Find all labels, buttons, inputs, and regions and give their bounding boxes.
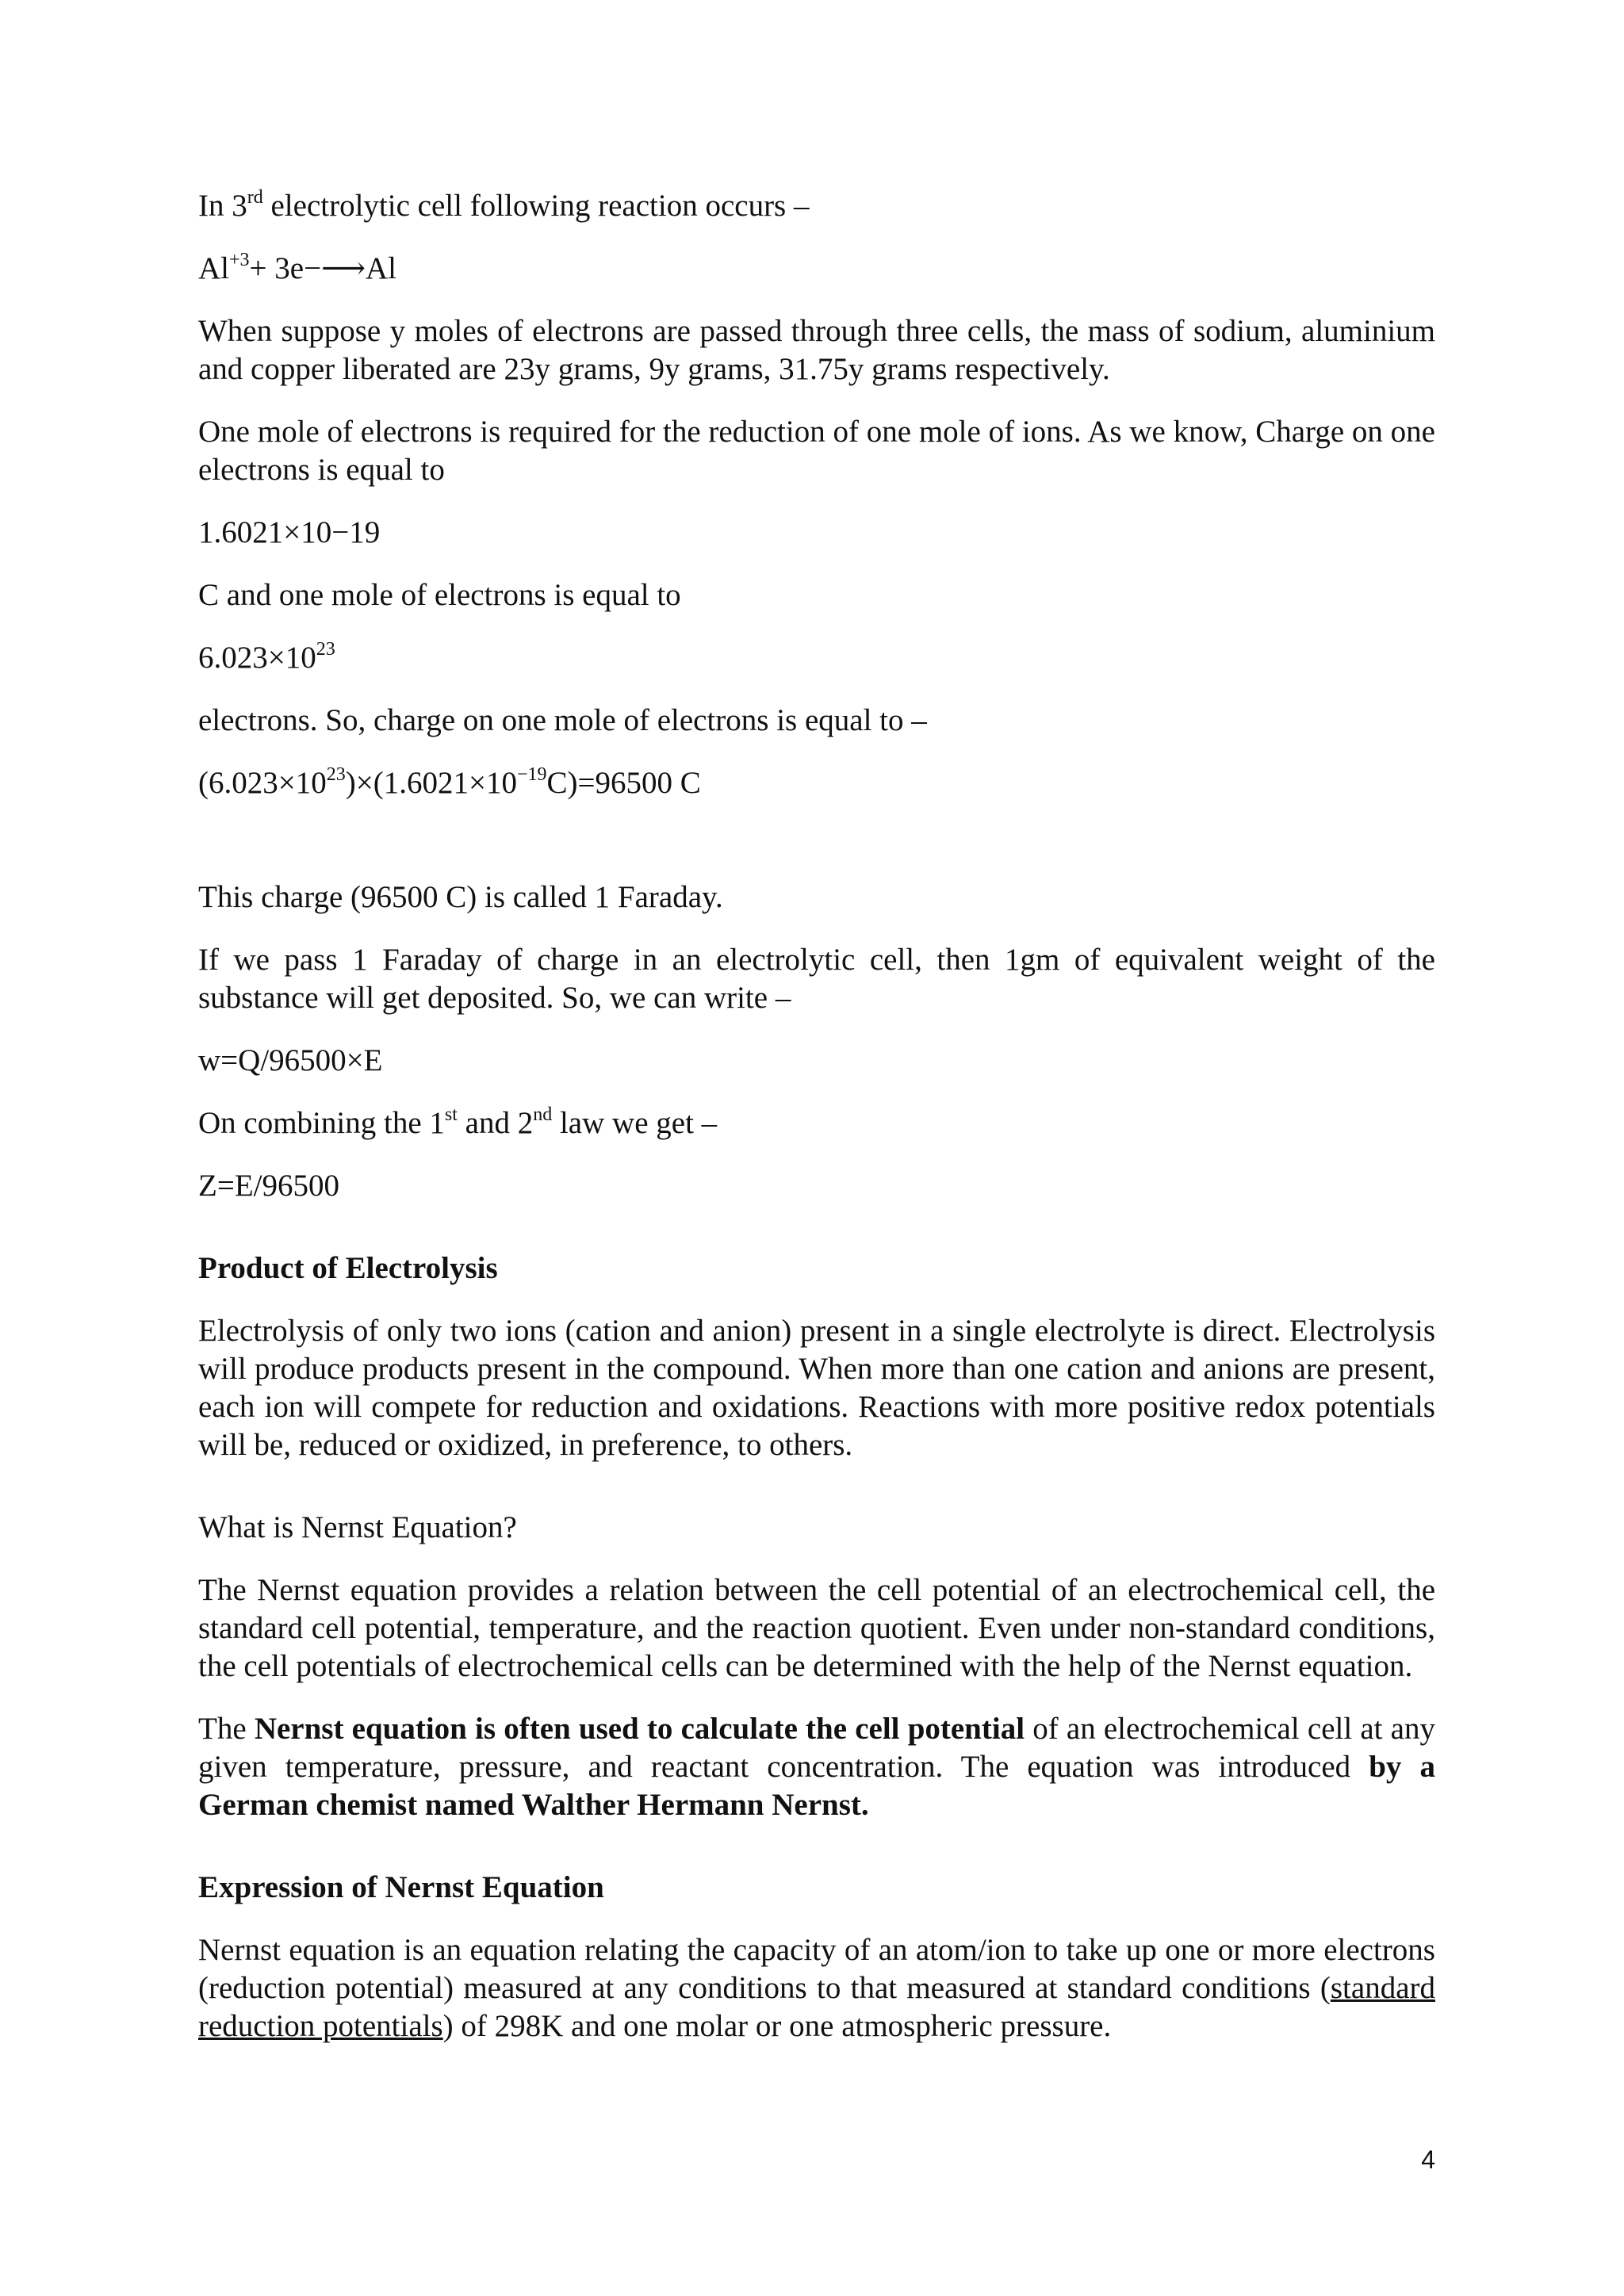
one-mole-line: C and one mole of electrons is equal to: [198, 578, 681, 612]
mole-electrons-paragraph: One mole of electrons is required for the reduction of one mole of ions. As we know, Charge on one electrons is equal to: [198, 415, 1435, 487]
w-formula: w=Q/96500×E: [198, 1043, 383, 1077]
combining-laws-line: On combining the 1st and 2nd law we get –: [198, 1104, 718, 1140]
moles-paragraph: When suppose y moles of electrons are passed through three cells, the mass of sodium, aluminium and copper liberated are 23y grams, 9y grams, 31.75y grams respectively.: [198, 314, 1435, 386]
z-formula: Z=E/96500: [198, 1169, 339, 1203]
faraday-definition: This charge (96500 C) is called 1 Faraday.: [198, 880, 723, 914]
expression-paragraph: Nernst equation is an equation relating the capacity of an atom/ion to take up one or more electrons (reduction potential) measured at any conditions to that measured at standard conditions (standard reduction potentials) of 298K and one molar or one atmospheric pressure.: [198, 1933, 1435, 2043]
page-number: 4: [1421, 2145, 1435, 2174]
nernst-paragraph: The Nernst equation provides a relation between the cell potential of an electrochemical cell, the standard cell potential, temperature, and the reaction quotient. Even under non-standard conditions, the cell potentials of electrochemical cells can be determined with the help of the Nernst equation.: [198, 1573, 1435, 1683]
page-body: [198, 187, 1435, 2070]
cell3-intro: In 3rd electrolytic cell following reaction occurs –: [198, 187, 810, 223]
nernst-usage-paragraph: The Nernst equation is often used to calculate the cell potential of an electrochemical cell at any given temperature, pressure, and reactant concentration. The equation was introduced by a German chemist named Walther Hermann Nernst.: [198, 1712, 1435, 1822]
faraday-calculation: $(6.023\times 10^{23})\times(1.6021\times 10^{-19}C)=96500$ C: [198, 764, 701, 800]
nernst-question: What is Nernst Equation?: [198, 1510, 517, 1544]
avogadro-number: $6.023\times 10^{23}$: [198, 639, 335, 675]
standard-reduction-potentials-link[interactable]: standard reduction potentials: [198, 1971, 1435, 2043]
pass-faraday-paragraph: If we pass 1 Faraday of charge in an electrolytic cell, then 1gm of equivalent weight of the substance will get deposited. So, we can write –: [198, 943, 1435, 1015]
electrons-so-line: electrons. So, charge on one mole of electrons is equal to –: [198, 703, 927, 737]
electron-charge-value: 1.6021×10−19: [198, 515, 381, 549]
aluminium-reaction: $Al^{+3}+$ 3e−⟶Al: [198, 250, 397, 285]
product-heading: Product of Electrolysis: [198, 1251, 498, 1285]
expression-heading: Expression of Nernst Equation: [198, 1870, 604, 1904]
product-paragraph: Electrolysis of only two ions (cation and anion) present in a single electrolyte is direct. Electrolysis will produce products present in the compound. When more than one cation and anions are present, each ion will compete for reduction and oxidations. Reactions with more positive redox potentials will be, reduced or oxidized, in preference, to others.: [198, 1314, 1435, 1462]
